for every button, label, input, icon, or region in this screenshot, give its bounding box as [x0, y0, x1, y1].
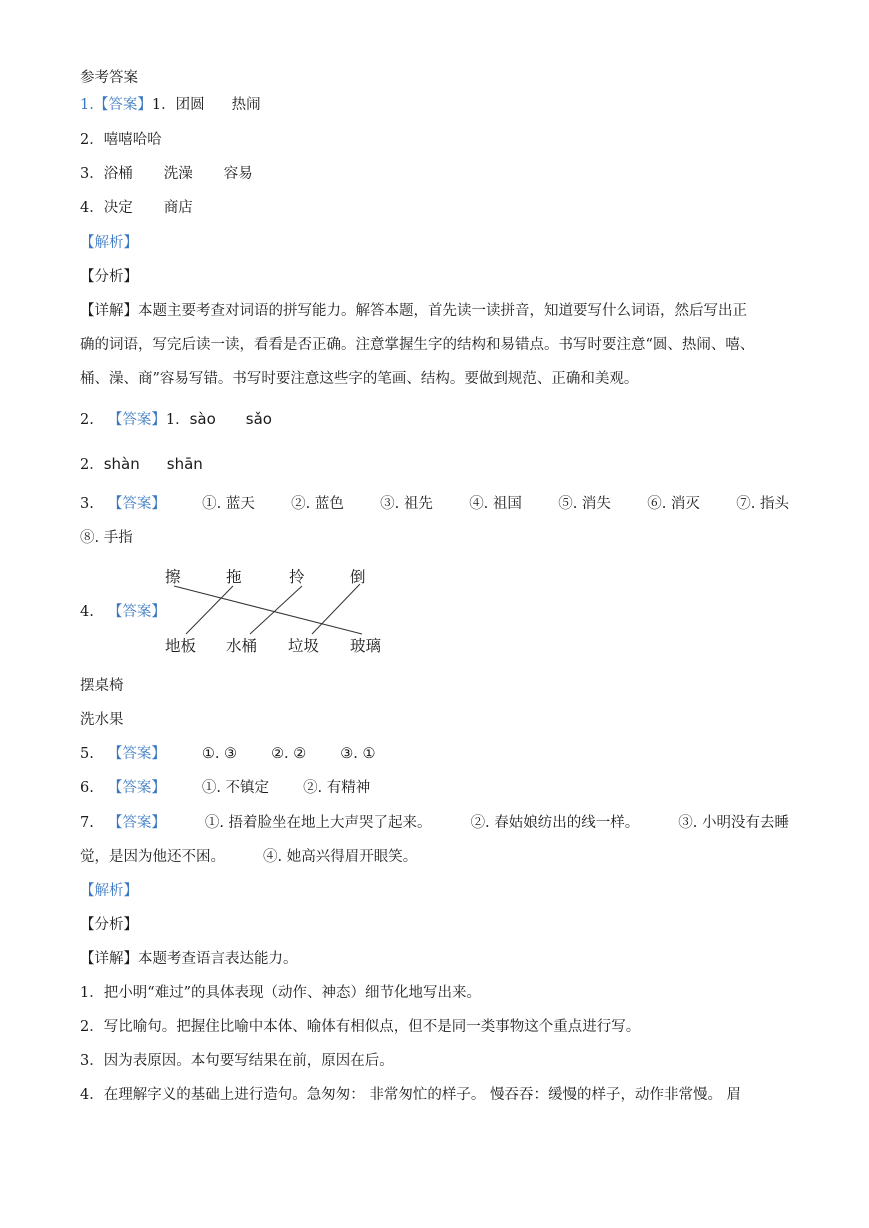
q4-extra-line-2: 洗水果 [80, 712, 124, 728]
match-line [250, 586, 302, 634]
q6-item: ①. 不镇定 [201, 780, 270, 796]
q1-fenxi-tag: 【分析】 [80, 269, 138, 285]
q1-word: 商店 [163, 200, 193, 216]
q7-point: 2．写比喻句。把握住比喻中本体、喻体有相似点，但不是同一类事物这个重点进行写。 [80, 1019, 641, 1035]
q1-word: 浴桶 [103, 166, 133, 182]
q1-word: 热闹 [231, 97, 261, 113]
q7-detail-line: 【详解】本题考查语言表达能力。 [80, 951, 298, 967]
q4-extra-line-1: 摆桌椅 [80, 678, 124, 694]
q5-answer-line [80, 744, 376, 764]
q2-pinyin: sǎo [245, 410, 272, 428]
q6-answer-tag: 【答案】 [107, 780, 166, 796]
q3-item: ②. 蓝色 [291, 496, 344, 512]
q4-number: 4. [80, 604, 94, 620]
q5-item: ③. ① [340, 746, 376, 762]
q3-answer-tag: 【答案】 [107, 496, 166, 512]
q1-analysis-tag: 【解析】 [80, 235, 138, 251]
q7-item: ④. 她高兴得眉开眼笑。 [263, 849, 418, 865]
q5-item: ①. ③ [201, 746, 238, 762]
q2-number: 2. [80, 412, 94, 428]
q7-answer-line-1 [80, 813, 789, 833]
q3-item: ⑧. 手指 [80, 530, 133, 546]
q1-line3-number: 3． [80, 166, 104, 182]
q1-word: 团圆 [175, 97, 205, 113]
q4-top-word: 拖 [226, 568, 242, 586]
q4-top-word: 拎 [289, 568, 305, 586]
q1-answer-tag: 【答案】 [93, 97, 152, 113]
q1-detail-line-1: 【详解】本题主要考查对词语的拼写能力。解答本题，首先读一读拼音，知道要写什么词语，然后写出正 [80, 303, 747, 319]
q1-word: 容易 [223, 166, 253, 182]
q1-number: 1. [80, 97, 94, 113]
match-line [174, 586, 362, 634]
q7-point: 3．因为表原因。本句要写结果在前，原因在后。 [80, 1053, 394, 1069]
q4-bottom-word: 垃圾 [288, 637, 320, 655]
q7-point: 1．把小明“难过”的具体表现（动作、神态）细节化地写出来。 [80, 985, 482, 1001]
q2-line1-number: 1． [165, 412, 190, 428]
q2-pinyin: shàn [103, 455, 140, 473]
q4-top-word: 倒 [350, 568, 366, 586]
q3-item: ①. 蓝天 [202, 496, 255, 512]
q1-word: 决定 [103, 200, 133, 216]
match-line [312, 584, 360, 634]
q1-word: 嘻嘻哈哈 [103, 132, 162, 148]
q2-pinyin: shān [166, 455, 203, 473]
q4-bottom-word: 水桶 [226, 637, 258, 655]
q7-item: ①. 捂着脸坐在地上大声哭了起来。 [204, 815, 432, 831]
q3-item: ⑦. 指头 [736, 496, 789, 512]
q1-line4-number: 4． [80, 200, 104, 216]
page-header: 参考答案 [80, 70, 138, 86]
q4-top-word: 擦 [165, 568, 181, 586]
q7-answer-tag: 【答案】 [107, 815, 166, 831]
q2-pinyin: sào [189, 410, 216, 428]
q4-bottom-word: 地板 [165, 637, 197, 655]
q5-answer-tag: 【答案】 [107, 746, 166, 762]
q3-number: 3. [80, 496, 94, 512]
q2-answer-tag: 【答案】 [107, 412, 166, 428]
q3-item: ④. 祖国 [469, 496, 522, 512]
q3-item: ⑥. 消灭 [647, 496, 700, 512]
q7-fenxi-tag: 【分析】 [80, 917, 138, 933]
q7-cont: 觉，是因为他还不困。 [80, 849, 225, 865]
q5-number: 5. [80, 746, 94, 762]
q6-number: 6. [80, 780, 94, 796]
q7-point: 4．在理解字义的基础上进行造句。急匆匆： 非常匆忙的样子。 慢吞吞：缓慢的样子，动作非常慢。 眉 [80, 1087, 742, 1103]
q1-line2-number: 2． [80, 132, 104, 148]
q4-bottom-word: 玻璃 [350, 637, 382, 655]
q7-item: ③. 小明没有去睡 [678, 815, 789, 831]
match-line [186, 586, 233, 634]
q1-detail-line-2: 确的词语，写完后读一读，看看是否正确。注意掌握生字的结构和易错点。书写时要注意“圆、热闹、嘻、 [80, 337, 755, 353]
q7-number: 7. [80, 815, 94, 831]
q2-line2-number: 2． [80, 457, 104, 473]
q7-answer-line-2 [80, 847, 417, 867]
q6-answer-line [80, 778, 370, 798]
q7-analysis-tag: 【解析】 [80, 883, 138, 899]
q1-detail-line-3: 桶、澡、商”容易写错。书写时要注意这些字的笔画、结构。要做到规范、正确和美观。 [80, 371, 639, 387]
q5-item: ②. ② [271, 746, 307, 762]
q7-item: ②. 春姑娘纺出的线一样。 [470, 815, 640, 831]
q1-word: 洗澡 [163, 166, 193, 182]
q4-answer-tag: 【答案】 [107, 604, 166, 620]
q3-item: ⑤. 消失 [558, 496, 611, 512]
q3-item: ③. 祖先 [380, 496, 433, 512]
q6-item: ②. 有精神 [303, 780, 371, 796]
q1-line1-number: 1． [151, 97, 176, 113]
